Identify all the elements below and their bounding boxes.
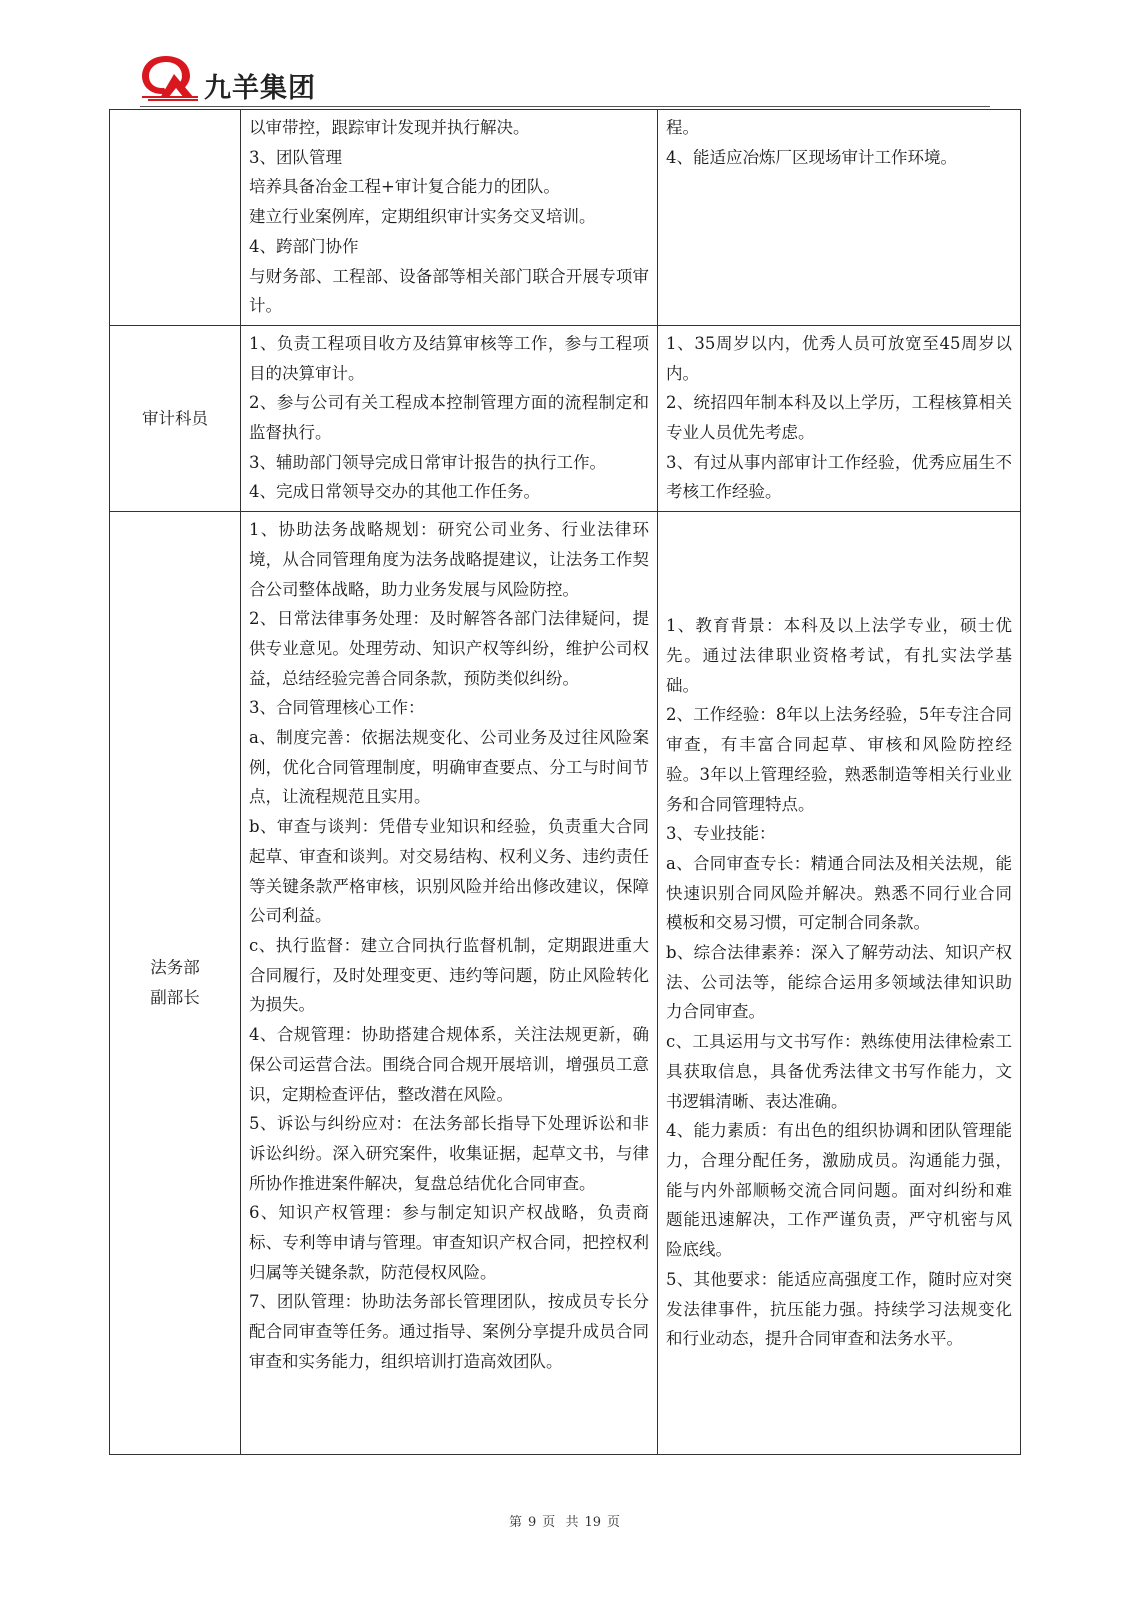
position-title: 法务部	[150, 958, 200, 978]
page-header	[140, 52, 1000, 104]
duty-item: b、审查与谈判：凭借专业知识和经验，负责重大合同起草、审查和谈判。对交易结构、权利义务、违约责任等关键条款严格审核，识别风险并给出修改建议，保障公司利益。	[249, 817, 649, 926]
page-label: 共	[565, 1515, 579, 1530]
position-cell	[110, 110, 241, 326]
requirement-item: 1、教育背景：本科及以上法学专业，硕士优先。通过法律职业资格考试，有扎实法学基础。	[666, 616, 1012, 695]
requirement-item: 3、专业技能：	[666, 824, 776, 844]
company-name: 九羊集团	[204, 73, 316, 104]
duty-item: 4、合规管理：协助搭建合规体系，关注法规更新，确保公司运营合法。围绕合同合规开展培训，增强员工意识，定期检查评估，整改潜在风险。	[249, 1025, 649, 1104]
requirement-item: 2、统招四年制本科及以上学历，工程核算相关专业人员优先考虑。	[666, 393, 1012, 443]
position-title: 审计科员	[142, 408, 208, 428]
page-label: 页	[542, 1515, 556, 1530]
duties-cell	[241, 110, 658, 326]
table-row	[110, 512, 1021, 1455]
position-cell	[110, 512, 241, 1455]
duty-item: 4、完成日常领导交办的其他工作任务。	[249, 482, 540, 502]
duty-item: 2、参与公司有关工程成本控制管理方面的流程制定和监督执行。	[249, 393, 649, 443]
requirement-item: c、工具运用与文书写作：熟练使用法律检索工具获取信息，具备优秀法律文书写作能力，文书逻辑清晰、表达准确。	[666, 1032, 1012, 1111]
duty-item: 1、负责工程项目收方及结算审核等工作，参与工程项目的决算审计。	[249, 333, 649, 383]
requirement-item: b、综合法律素养：深入了解劳动法、知识产权法、公司法等，能综合运用多领域法律知识助力合同审查。	[666, 943, 1012, 1022]
duty-item: 建立行业案例库，定期组织审计实务交叉培训。	[249, 207, 596, 227]
duty-item: 3、辅助部门领导完成日常审计报告的执行工作。	[249, 452, 606, 472]
requirement-item: 程。	[666, 118, 699, 137]
requirement-item: 3、有过从事内部审计工作经验，优秀应届生不考核工作经验。	[666, 452, 1012, 502]
table-row	[110, 325, 1021, 511]
duty-item: 培养具备冶金工程+审计复合能力的团队。	[249, 177, 560, 197]
requirement-item: 4、能适应冶炼厂区现场审计工作环境。	[666, 147, 957, 167]
requirement-item: 2、工作经验：8年以上法务经验，5年专注合同审查，有丰富合同起草、审核和风险防控经验。3年以上管理经验，熟悉制造等相关行业业务和合同管理特点。	[666, 705, 1012, 814]
duty-item: 2、日常法律事务处理：及时解答各部门法律疑问，提供专业意见。处理劳动、知识产权等纠纷，维护公司权益，总结经验完善合同条款，预防类似纠纷。	[249, 609, 649, 688]
duty-item: a、制度完善：依据法规变化、公司业务及过往风险案例，优化合同管理制度，明确审查要点、分工与时间节点，让流程规范且实用。	[249, 728, 649, 807]
duty-item: 3、团队管理	[249, 147, 342, 167]
duty-item: 5、诉讼与纠纷应对：在法务部长指导下处理诉讼和非诉讼纠纷。深入研究案件，收集证据，起草文书，与律所协作推进案件解决，复盘总结优化合同审查。	[249, 1114, 649, 1193]
requirement-item: 5、其他要求：能适应高强度工作，随时应对突发法律事件，抗压能力强。持续学习法规变化和行业动态，提升合同审查和法务水平。	[666, 1269, 1012, 1349]
current-page: 9	[528, 1515, 537, 1530]
duty-item: 以审带控，跟踪审计发现并执行解决。	[249, 118, 530, 137]
duty-item: 6、知识产权管理：参与制定知识产权战略，负责商标、专利等申请与管理。审查知识产权合同，把控权利归属等关键条款，防范侵权风险。	[249, 1203, 649, 1282]
page-label: 页	[607, 1515, 621, 1530]
duties-cell	[241, 512, 658, 1455]
duty-item: 4、跨部门协作	[249, 236, 359, 256]
job-table	[109, 109, 1021, 1455]
requirements-cell	[658, 325, 1021, 511]
duty-item: c、执行监督：建立合同执行监督机制，定期跟进重大合同履行，及时处理变更、违约等问题，防止风险转化为损失。	[249, 935, 649, 1015]
duty-item: 与财务部、工程部、设备部等相关部门联合开展专项审计。	[249, 266, 649, 316]
requirement-item: 1、35周岁以内，优秀人员可放宽至45周岁以内。	[666, 333, 1012, 383]
position-cell	[110, 325, 241, 511]
page-label: 第	[508, 1515, 522, 1530]
duty-item: 7、团队管理：协助法务部长管理团队，按成员专长分配合同审查等任务。通过指导、案例分享提升成员合同审查和实务能力，组织培训打造高效团队。	[249, 1292, 649, 1371]
page-number	[0, 1511, 1129, 1530]
total-pages: 19	[584, 1515, 601, 1530]
duty-item: 3、合同管理核心工作：	[249, 698, 425, 718]
table-row	[110, 110, 1021, 326]
position-title: 副部长	[150, 988, 200, 1008]
requirements-cell	[658, 110, 1021, 326]
requirement-item: a、合同审查专长：精通合同法及相关法规，能快速识别合同风险并解决。熟悉不同行业合同模板和交易习惯，可定制合同条款。	[666, 853, 1012, 933]
header-divider	[140, 106, 990, 107]
company-logo-icon	[140, 52, 202, 102]
duty-item: 1、协助法务战略规划：研究公司业务、行业法律环境，从合同管理角度为法务战略提建议，让法务工作契合公司整体战略，助力业务发展与风险防控。	[249, 520, 649, 599]
requirement-item: 4、能力素质：有出色的组织协调和团队管理能力，合理分配任务，激励成员。沟通能力强，能与内外部顺畅交流合同问题。面对纠纷和难题能迅速解决，工作严谨负责，严守机密与风险底线。	[666, 1121, 1012, 1260]
duties-cell	[241, 325, 658, 511]
requirements-cell	[658, 512, 1021, 1455]
